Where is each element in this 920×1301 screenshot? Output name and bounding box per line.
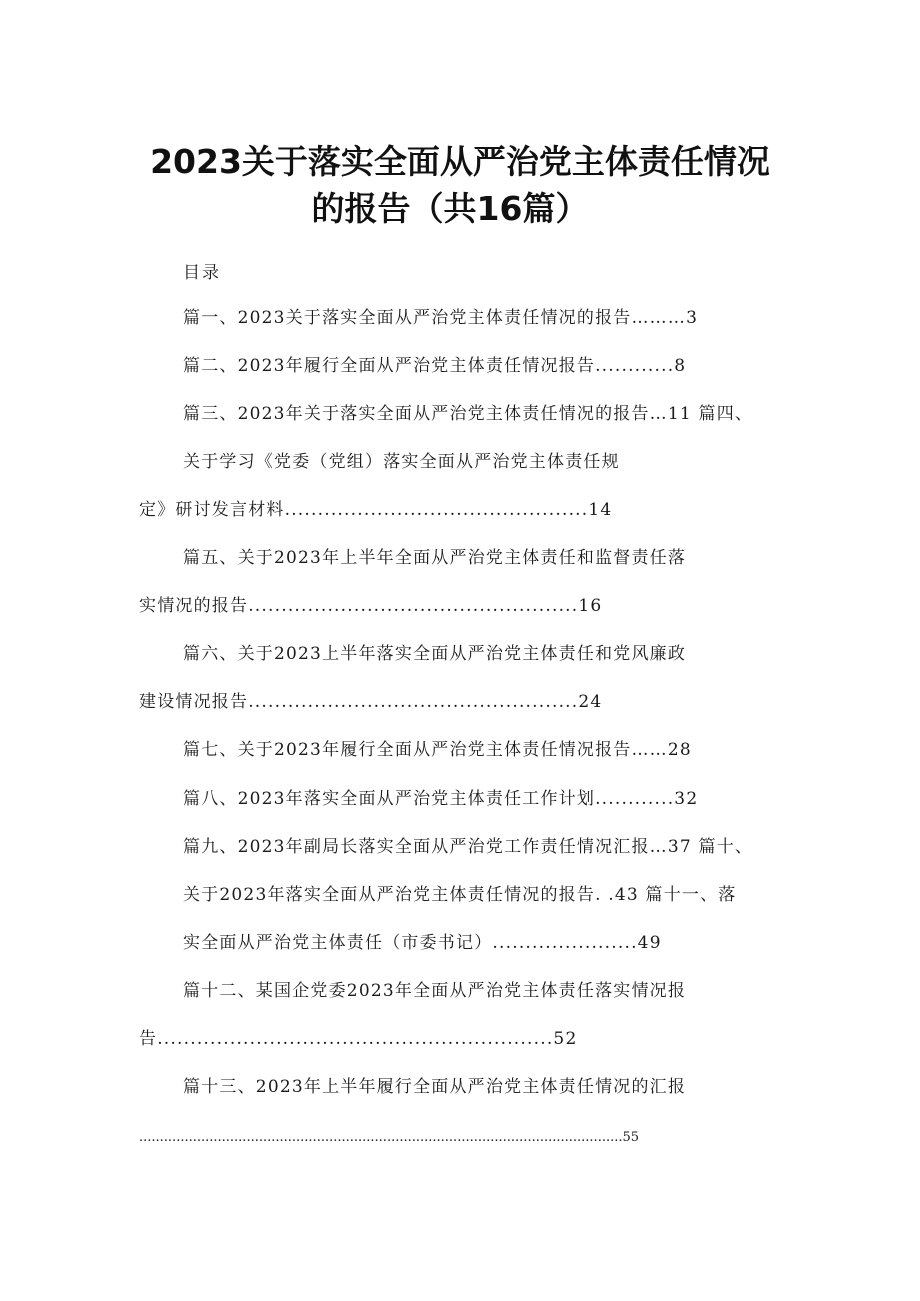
toc-entry-5-start: 篇五、关于2023年上半年全面从严治党主体责任和监督责任落 (183, 548, 687, 568)
toc-entry-5-end: 实情况的报告..................................................16 (139, 596, 603, 616)
toc-entry-4-start: 关于学习《党委（党组）落实全面从严治党主体责任规 (183, 452, 620, 472)
toc-entry-7: 篇七、关于2023年履行全面从严治党主体责任情况报告……28 (183, 740, 692, 760)
document-title-line-2: 的报告（共16篇） (311, 189, 589, 228)
toc-entry-8: 篇八、2023年落实全面从严治党主体责任工作计划............32 (183, 789, 699, 809)
toc-entry-13-end: .....................................................................................................................55 (139, 1130, 640, 1145)
toc-entry-11: 实全面从严治党主体责任（市委书记）......................49 (183, 933, 662, 953)
toc-entry-13-start: 篇十三、2023年上半年履行全面从严治党主体责任情况的汇报 (183, 1077, 687, 1097)
toc-heading: 目录 (183, 263, 221, 283)
toc-entry-3: 篇三、2023年关于落实全面从严治党主体责任情况的报告…11 篇四、 (183, 404, 754, 424)
document-title-line-1: 2023关于落实全面从严治党主体责任情况 (150, 142, 770, 181)
toc-entry-9: 篇九、2023年副局长落实全面从严治党工作责任情况汇报…37 篇十、 (183, 837, 754, 857)
toc-entry-6-start: 篇六、关于2023上半年落实全面从严治党主体责任和党风廉政 (183, 644, 687, 664)
toc-entry-12-start: 篇十二、某国企党委2023年全面从严治党主体责任落实情况报 (183, 981, 687, 1001)
toc-entry-10: 关于2023年落实全面从严治党主体责任情况的报告. .43 篇十一、落 (183, 885, 737, 905)
toc-entry-12-end: 告............................................................52 (139, 1029, 578, 1049)
toc-entry-6-end: 建设情况报告..................................................24 (139, 692, 603, 712)
toc-entry-2: 篇二、2023年履行全面从严治党主体责任情况报告............8 (183, 356, 687, 376)
toc-entry-1: 篇一、2023关于落实全面从严治党主体责任情况的报告………3 (183, 308, 699, 328)
toc-entry-4-end: 定》研讨发言材料..............................................14 (139, 500, 613, 520)
